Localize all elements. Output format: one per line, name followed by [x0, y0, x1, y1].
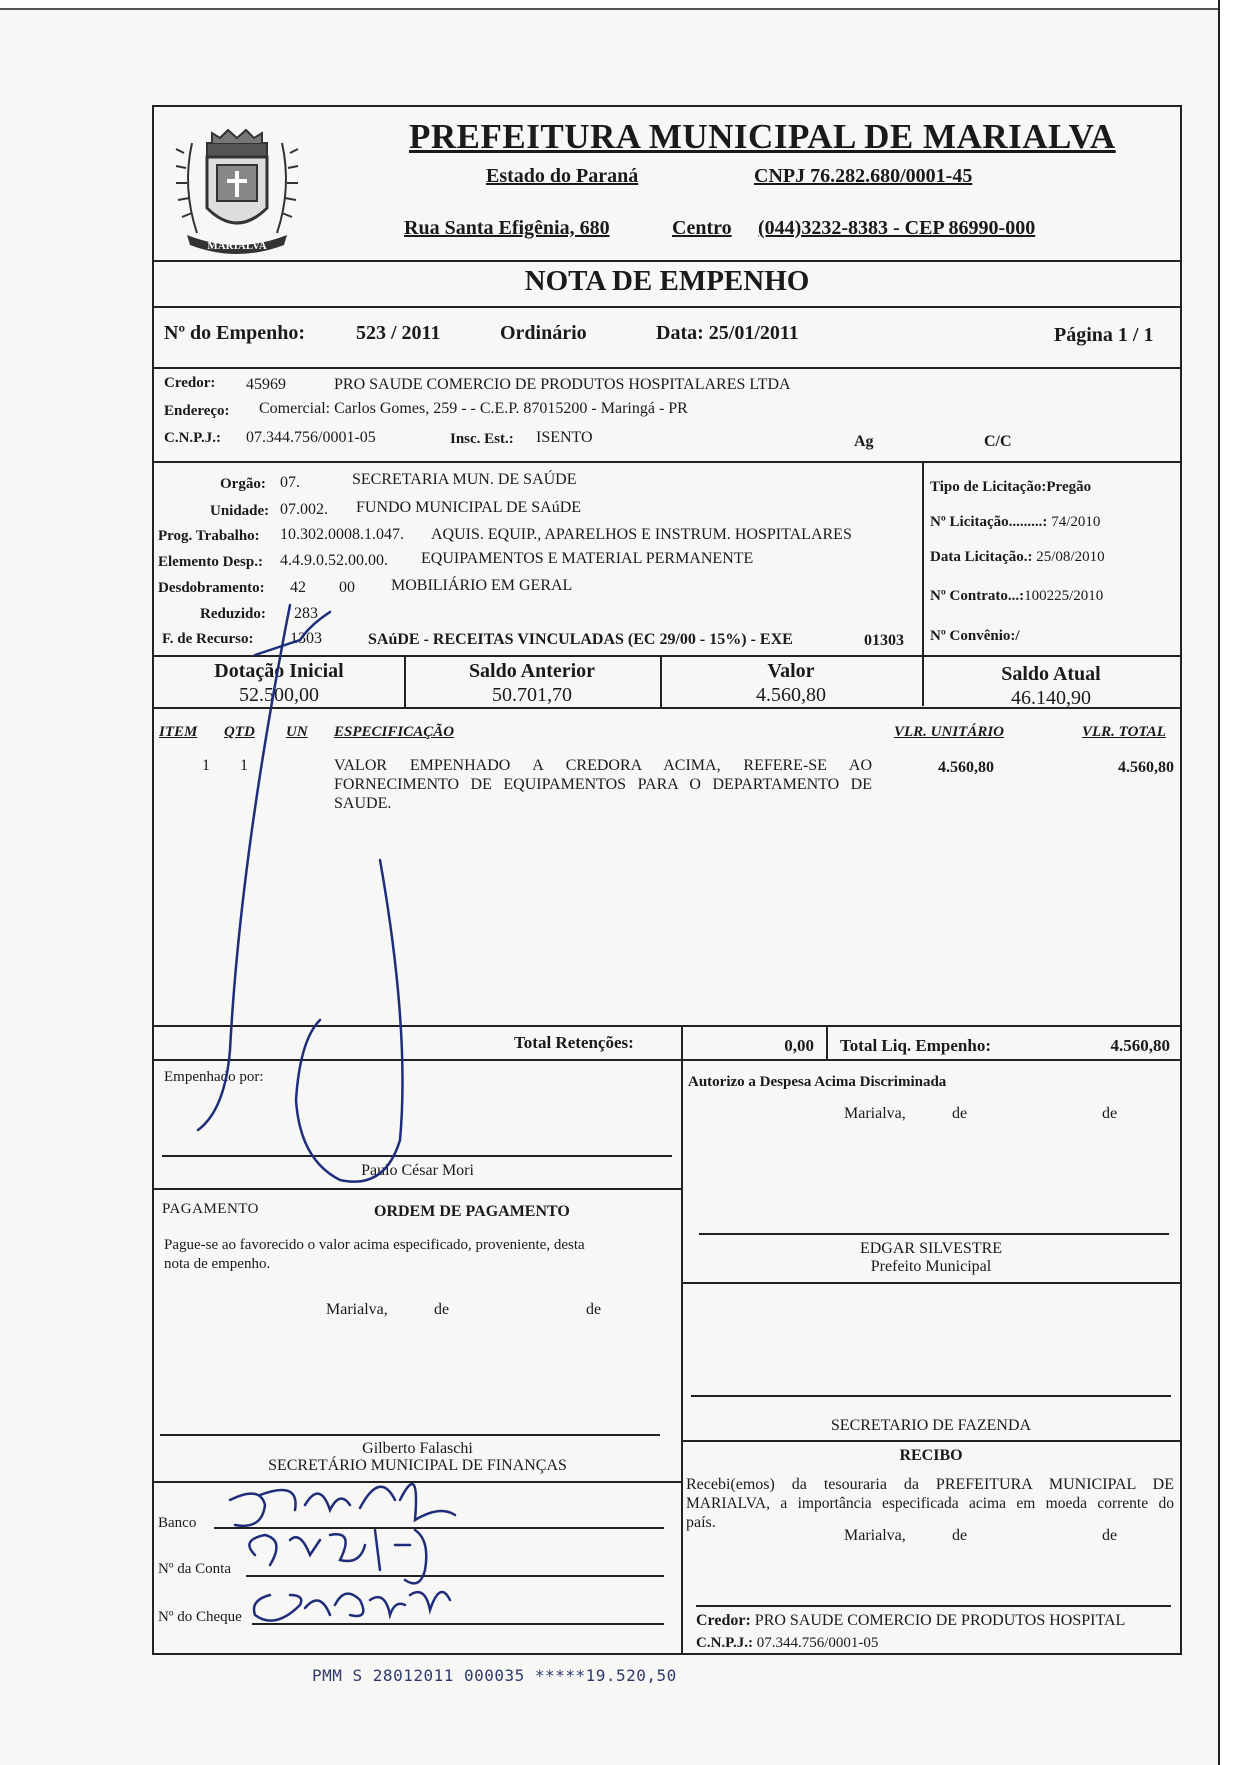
- pagamento-text-line2: nota de empenho.: [164, 1256, 271, 1272]
- nota-de-empenho-form: [152, 105, 1182, 1655]
- prog-trabalho-code: 10.302.0008.1.047.: [280, 526, 404, 543]
- numero-licitacao: [930, 514, 1100, 531]
- col-vlr-total: VLR. TOTAL: [1082, 724, 1166, 740]
- recibo-de-1: de: [952, 1527, 968, 1544]
- insc-est-value: ISENTO: [536, 429, 593, 446]
- recibo-de-2: de: [1102, 1527, 1118, 1544]
- fonte-name: SAúDE - RECEITAS VINCULADAS (EC 29/00 - 15%) - EXE: [368, 631, 793, 648]
- dotacao-label: Dotação Inicial: [214, 660, 344, 682]
- municipality-cnpj: CNPJ 76.282.680/0001-45: [754, 165, 973, 187]
- prefeito-name: EDGAR SILVESTRE: [859, 1240, 1003, 1257]
- table-row: [154, 757, 1180, 837]
- numero-licitacao-label: Nº Licitação.........:: [930, 514, 1052, 530]
- pagamento-de-1: de: [434, 1301, 450, 1318]
- total-liquido-label: Total Liq. Empenho:: [840, 1036, 991, 1055]
- fonte-number: 01303: [864, 632, 904, 649]
- recibo-credor-label: Credor:: [696, 1612, 751, 1629]
- phone-cep: (044)3232-8383 - CEP 86990-000: [758, 217, 1036, 239]
- item-unit-value: 4.560,80: [938, 759, 994, 776]
- desdobramento-label: Desdobramento:: [158, 580, 265, 596]
- total-liquido-value: 4.560,80: [1110, 1036, 1170, 1055]
- data-licitacao: [930, 549, 1105, 566]
- pagamento-text-line1: Pague-se ao favorecido o valor acima especificado, proveniente, desta: [164, 1237, 585, 1253]
- crest-ribbon-text: MARIALVA: [207, 240, 267, 252]
- valor-value: 4.560,80: [756, 684, 826, 706]
- desdobramento-name: MOBILIÁRIO EM GERAL: [391, 577, 573, 594]
- recibo-text-line3: país.: [686, 1514, 716, 1531]
- credor-name: PRO SAUDE COMERCIO DE PRODUTOS HOSPITALARES LTDA: [334, 376, 791, 393]
- insc-est-label: Insc. Est.:: [450, 431, 514, 447]
- item-total-value: 4.560,80: [1118, 759, 1174, 776]
- empenho-date: Data: 25/01/2011: [656, 322, 799, 344]
- pagamento-label: PAGAMENTO: [162, 1201, 260, 1217]
- recibo-cnpj-value: 07.344.756/0001-05: [756, 1635, 879, 1651]
- recibo-text-line1: Recebi(emos) da tesouraria da PREFEITURA MUNICIPAL DE: [686, 1476, 1174, 1493]
- credor-code: 45969: [246, 376, 286, 393]
- fazenda-role: SECRETARIO DE FAZENDA: [830, 1417, 1032, 1434]
- saldo-atual-value: 46.140,90: [1011, 687, 1091, 709]
- prog-trabalho-name: AQUIS. EQUIP., APARELHOS E INSTRUM. HOSPITALARES: [431, 526, 852, 543]
- account-label: C/C: [984, 433, 1012, 450]
- conta-label: Nº da Conta: [158, 1561, 231, 1577]
- saldo-anterior-value: 50.701,70: [492, 684, 572, 706]
- data-licitacao-label: Data Licitação.:: [930, 549, 1037, 565]
- fonte-label: F. de Recurso:: [162, 631, 254, 647]
- page-number: Página 1 / 1: [1054, 324, 1154, 346]
- orgao-name: SECRETARIA MUN. DE SAÚDE: [352, 471, 577, 488]
- reduzido-label: Reduzido:: [200, 606, 266, 622]
- empenho-type: Ordinário: [500, 322, 587, 344]
- cheque-label: Nº do Cheque: [158, 1609, 242, 1625]
- credor-cnpj-label: C.N.P.J.:: [164, 430, 221, 446]
- prog-trabalho-label: Prog. Trabalho:: [158, 528, 260, 544]
- reduzido-value: 283: [294, 605, 318, 622]
- elemento-code: 4.4.9.0.52.00.00.: [280, 552, 388, 569]
- autorizo-label: Autorizo a Despesa Acima Discriminada: [688, 1074, 947, 1090]
- empenhado-por-label: Empenhado por:: [164, 1069, 264, 1085]
- saldo-anterior-label: Saldo Anterior: [468, 660, 596, 682]
- pagamento-city: Marialva,: [326, 1301, 388, 1318]
- unidade-label: Unidade:: [210, 503, 270, 519]
- item-spec-line2: FORNECIMENTO DE EQUIPAMENTOS PARA O DEPARTAMENTO DE: [334, 776, 872, 793]
- col-especificacao: ESPECIFICAÇÃO: [334, 724, 455, 740]
- item-spec-line3: SAUDE.: [334, 795, 392, 812]
- contrato-value: 100225/2010: [1024, 588, 1104, 604]
- financas-name: Gilberto Falaschi: [362, 1440, 473, 1457]
- elemento-name: EQUIPAMENTOS E MATERIAL PERMANENTE: [421, 550, 754, 567]
- recibo-credor-name: PRO SAUDE COMERCIO DE PRODUTOS HOSPITAL: [754, 1612, 1126, 1629]
- desdobramento-code: 42: [290, 579, 306, 596]
- saldo-atual-label: Saldo Atual: [1001, 663, 1101, 685]
- unidade-name: FUNDO MUNICIPAL DE SAúDE: [356, 499, 582, 516]
- state-name: Estado do Paraná: [486, 165, 639, 187]
- empenhado-por-name: Paulo César Mori: [361, 1162, 474, 1179]
- recibo-cnpj: [696, 1635, 878, 1652]
- credor-label: Credor:: [164, 375, 216, 391]
- item-spec-line1: VALOR EMPENHADO A CREDORA ACIMA, REFERE-SE AO: [334, 757, 872, 774]
- autorizo-city: Marialva,: [844, 1105, 906, 1122]
- col-vlr-unitario: VLR. UNITÁRIO: [894, 724, 1005, 740]
- recibo-title: RECIBO: [899, 1447, 963, 1464]
- ordem-pagamento-title: ORDEM DE PAGAMENTO: [374, 1203, 570, 1220]
- valor-label: Valor: [767, 660, 815, 682]
- unidade-code: 07.002.: [280, 501, 328, 518]
- item-qtd: 1: [240, 757, 248, 774]
- desdobramento-sub: 00: [339, 579, 355, 596]
- elemento-label: Elemento Desp.:: [158, 554, 263, 570]
- municipality-title: PREFEITURA MUNICIPAL DE MARIALVA: [409, 117, 1116, 156]
- recibo-text-line2: MARIALVA, a importância especificada acima em moeda corrente do: [686, 1495, 1174, 1512]
- pagamento-de-2: de: [586, 1301, 602, 1318]
- autorizo-de-1: de: [952, 1105, 968, 1122]
- total-retencoes-label: Total Retenções:: [514, 1033, 634, 1052]
- address-label: Endereço:: [164, 403, 230, 419]
- credor-cnpj: 07.344.756/0001-05: [246, 429, 376, 446]
- tipo-licitacao: Tipo de Licitação:Pregão: [930, 479, 1092, 495]
- page-right-edge: [1218, 0, 1244, 1765]
- banco-label: Banco: [158, 1515, 197, 1531]
- col-un: UN: [286, 724, 308, 740]
- recibo-credor: [696, 1612, 1125, 1630]
- convenio: Nº Convênio:/: [930, 628, 1020, 644]
- recibo-city: Marialva,: [844, 1527, 906, 1544]
- payment-stamp: PMM S 28012011 000035 *****19.520,50: [312, 1666, 677, 1685]
- contrato: [930, 588, 1103, 605]
- street-address: Rua Santa Efigênia, 680: [404, 217, 610, 239]
- item-number: 1: [202, 757, 210, 774]
- total-retencoes-value: 0,00: [784, 1036, 814, 1055]
- orgao-label: Orgão:: [220, 476, 266, 492]
- district: Centro: [672, 217, 732, 239]
- data-licitacao-value: 25/08/2010: [1036, 549, 1105, 565]
- municipal-crest-icon: [162, 113, 312, 263]
- financas-role: SECRETÁRIO MUNICIPAL DE FINANÇAS: [268, 1457, 567, 1474]
- col-qtd: QTD: [224, 724, 255, 740]
- dotacao-value: 52.500,00: [239, 684, 319, 706]
- col-item: ITEM: [159, 724, 198, 740]
- credor-address: Comercial: Carlos Gomes, 259 - - C.E.P. 87015200 - Maringá - PR: [259, 400, 688, 417]
- document-title: NOTA DE EMPENHO: [524, 265, 810, 297]
- orgao-code: 07.: [280, 474, 300, 491]
- empenho-number-label: Nº do Empenho:: [164, 322, 306, 344]
- prefeito-role: Prefeito Municipal: [870, 1258, 992, 1275]
- recibo-cnpj-label: C.N.P.J.:: [696, 1635, 753, 1651]
- empenho-number: 523 / 2011: [356, 322, 441, 344]
- agency-label: Ag: [854, 433, 874, 450]
- page-top-edge: [0, 0, 1244, 10]
- numero-licitacao-value: 74/2010: [1051, 514, 1101, 530]
- contrato-label: Nº Contrato...:: [930, 588, 1025, 604]
- fonte-code: 1303: [290, 630, 322, 647]
- autorizo-de-2: de: [1102, 1105, 1118, 1122]
